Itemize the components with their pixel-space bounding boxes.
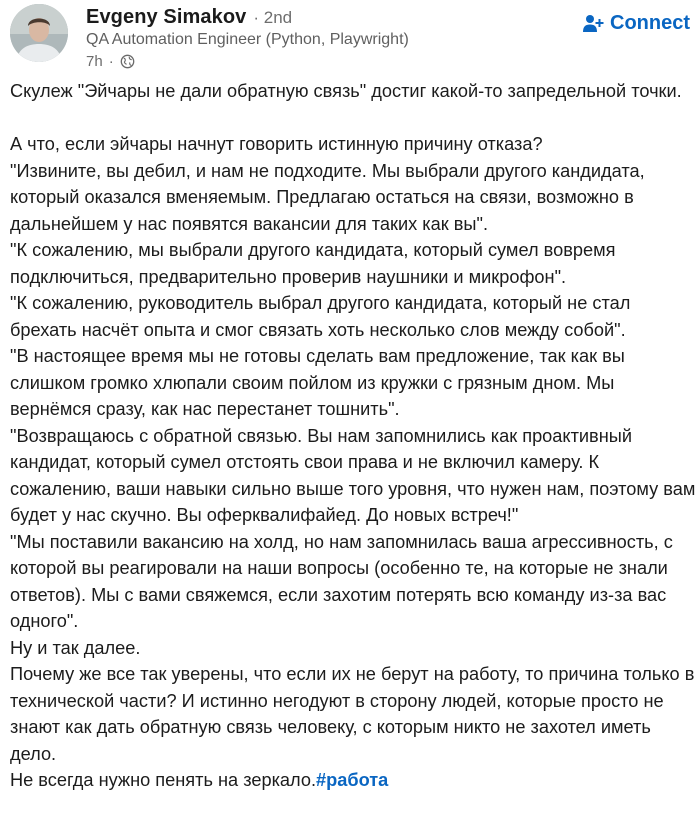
post-paragraph: Ну и так далее. [10, 637, 141, 658]
post-paragraph: "В настоящее время мы не готовы сделать вам предложение, так как вы слишком громко хлюпали своим пойлом из кружки с грязным дном. Мы вернёмся сразу, как нас перестанет тошнить". [10, 346, 625, 419]
avatar[interactable] [10, 4, 68, 62]
connection-degree: · 2nd [253, 8, 293, 27]
post-last-text: Не всегда нужно пенять на зеркало. [10, 770, 317, 790]
post-text [10, 78, 696, 794]
add-person-icon [582, 13, 604, 33]
post-paragraph: "Возвращаюсь с обратной связью. Вы нам запомнились как проактивный кандидат, который сумел отстоять свои права и не включил камеру. К сожалению, ваши навыки сильно выше того уровня, что нужен нам, поэтому вам будет у нас скучно. Вы оферквалифайед. До новых встреч!" [10, 425, 696, 525]
blank-line [10, 105, 696, 132]
author-name[interactable]: Evgeny Simakov [86, 6, 247, 28]
author-headline: QA Automation Engineer (Python, Playwright) [86, 31, 409, 48]
post-last-line [10, 767, 696, 794]
post-paragraph: Почему же все так уверены, что если их не берут на работу, то причина только в технической части? И истинно негодуют в сторону людей, которые просто не знают как дать обратную связь человеку, с которым никто не захотел иметь дело. [10, 664, 695, 764]
globe-icon [120, 54, 135, 69]
post-paragraph: А что, если эйчары начнут говорить истинную причину отказа? [10, 134, 543, 154]
post-paragraph: "К сожалению, мы выбрали другого кандидата, который сумел вовремя подключиться, предварительно проверив наушники и микрофон". [10, 240, 616, 287]
post-paragraph: Скулеж "Эйчары не дали обратную связь" достиг какой-то запредельной точки. [10, 81, 682, 101]
post-paragraph: "К сожалению, руководитель выбрал другого кандидата, который не стал брехать насчёт опыта и смог связать хоть несколько слов между собой". [10, 293, 631, 340]
author-line [86, 6, 292, 32]
connect-label: Connect [610, 11, 690, 34]
meta-separator: · [108, 52, 114, 70]
hashtag-link[interactable]: #работа [316, 770, 389, 790]
post-paragraph: "Мы поставили вакансию на холд, но нам запомнилась ваша агрессивность, с которой вы реагировали на наши вопросы (особенно те, на которые не знали ответов). Мы с вами свяжемся, если захотим потерять всю команду из-за вас одного". [10, 531, 673, 631]
post-header [0, 0, 700, 80]
post-meta [86, 52, 135, 70]
connect-button[interactable] [582, 8, 690, 38]
post-time: 7h [86, 52, 103, 70]
post-paragraph: "Извините, вы дебил, и нам не подходите. Мы выбрали другого кандидата, который оказался вменяемым. Предлагаю остаться на связи, возможно в дальнейшем у нас появятся вакансии для таких как вы". [10, 160, 645, 234]
